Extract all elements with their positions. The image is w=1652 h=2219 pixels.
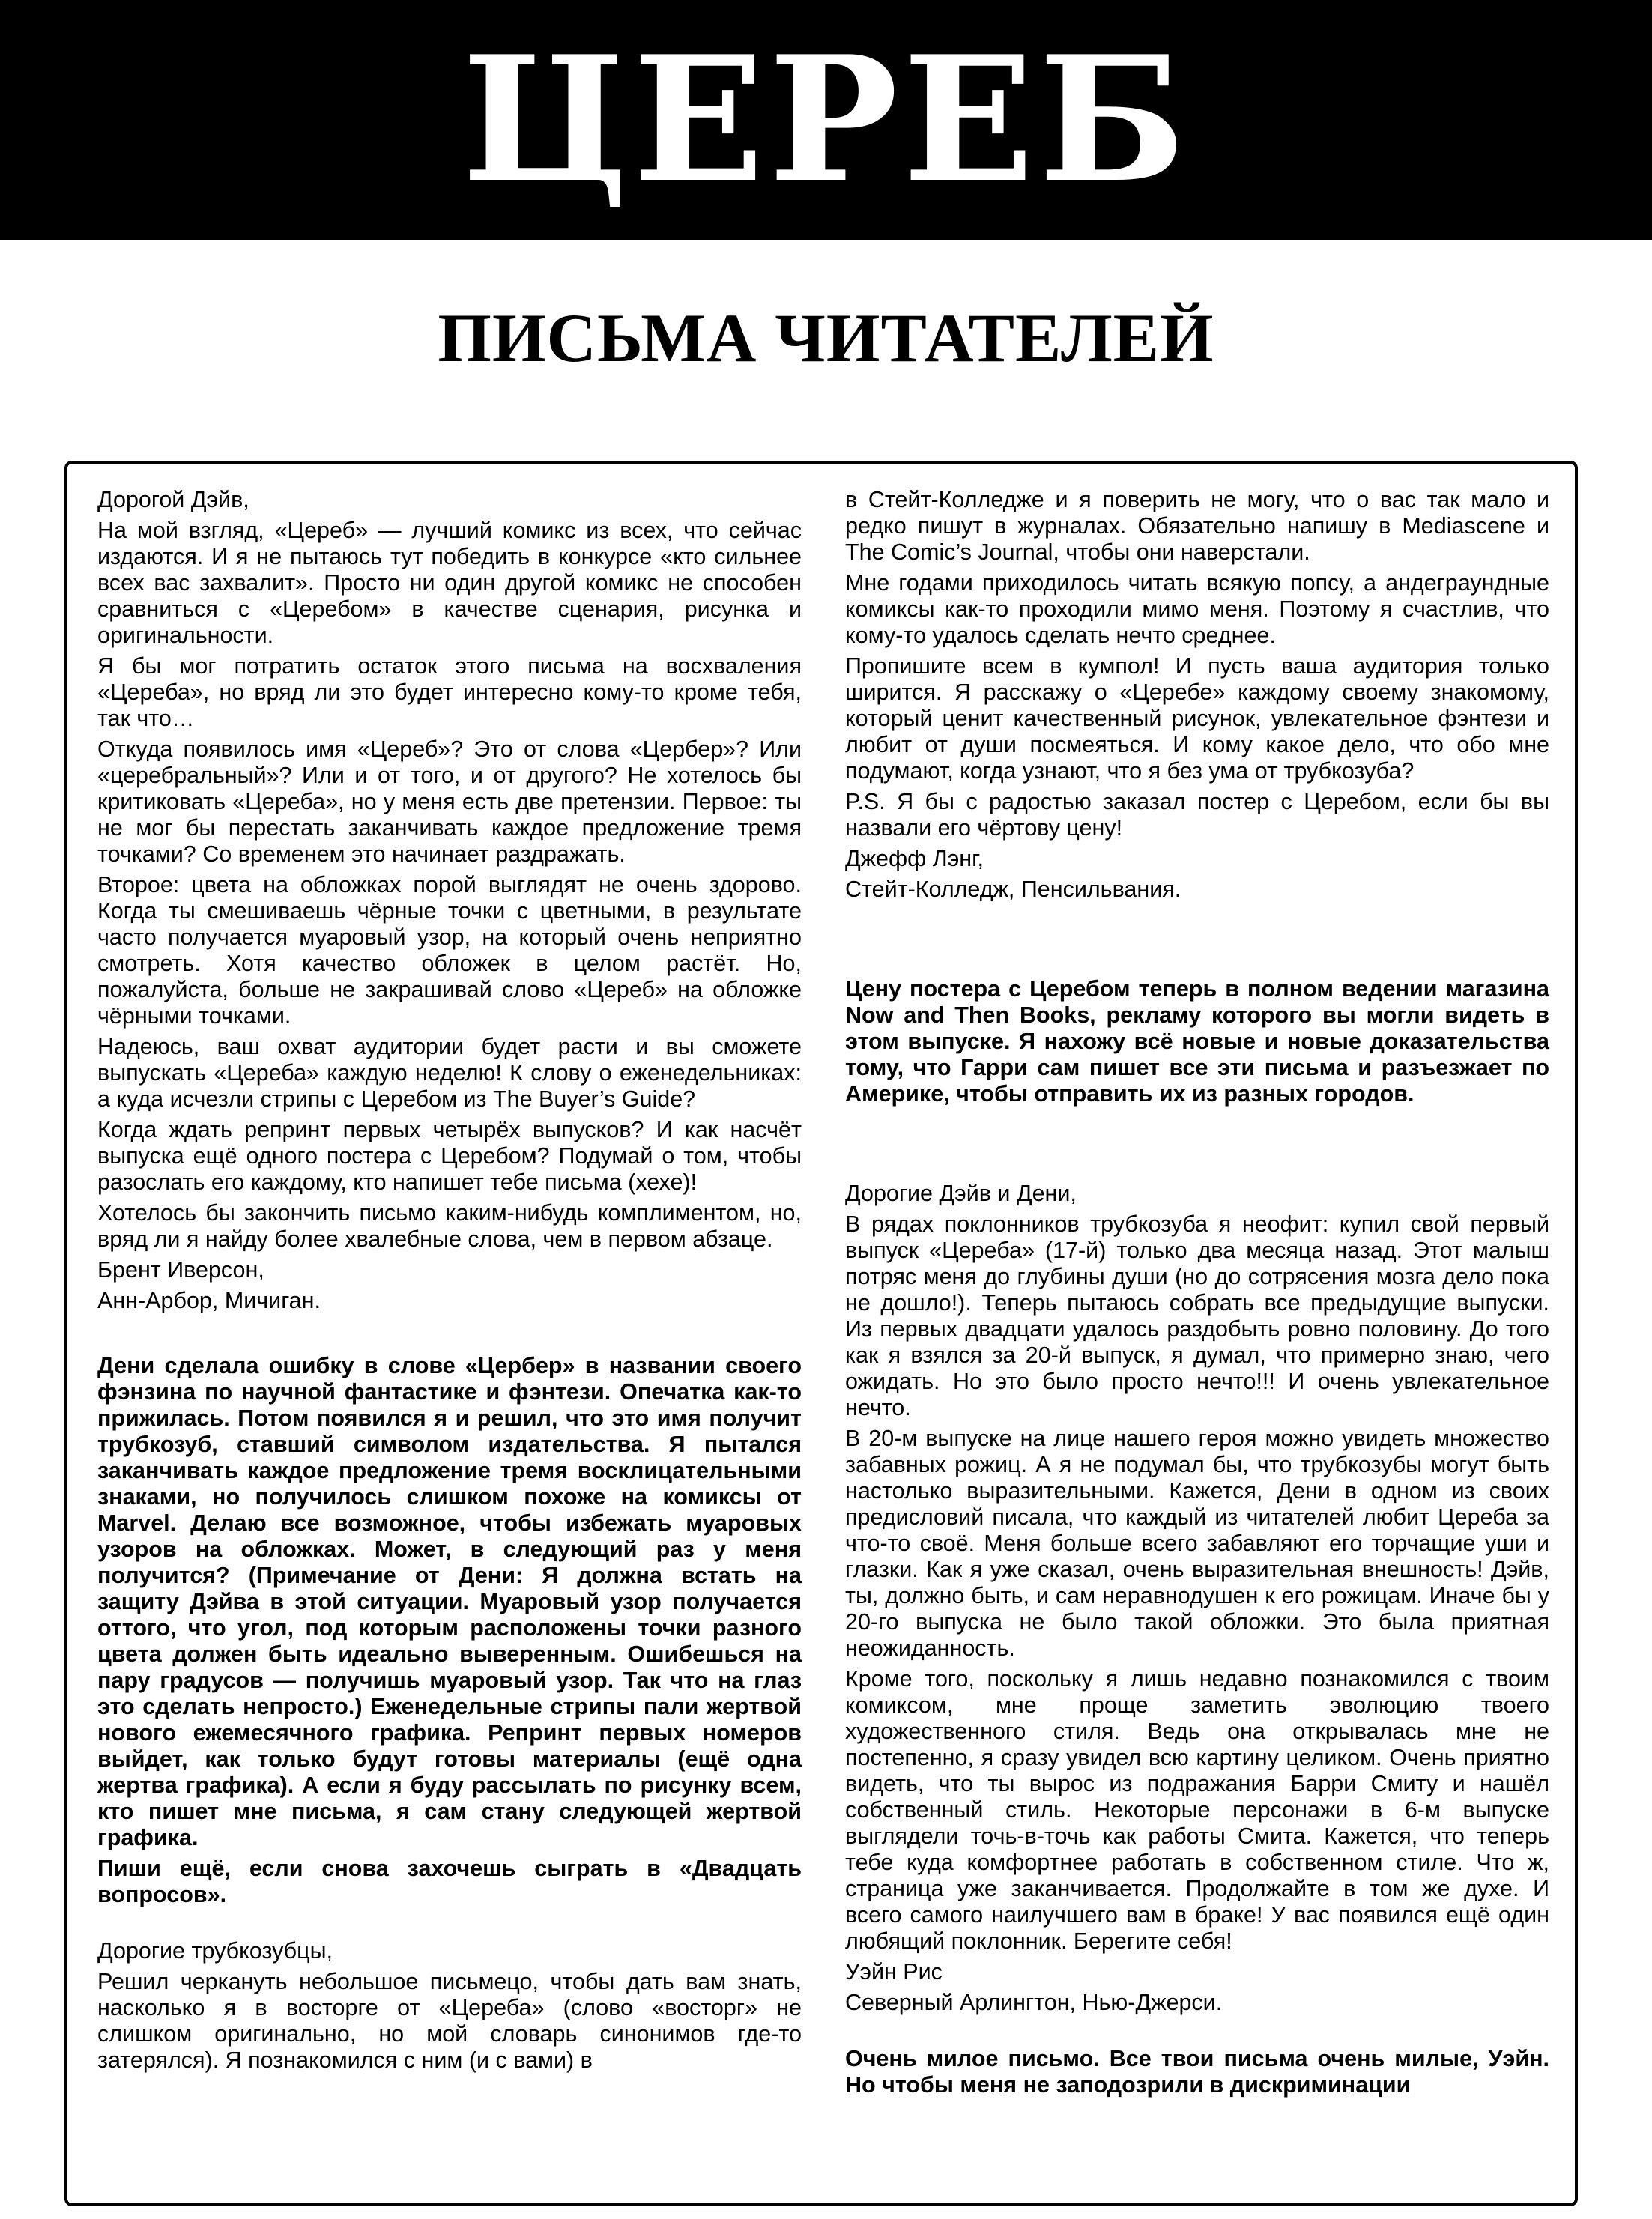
paragraph: Откуда появилось имя «Цереб»? Это от слова «Цербер»? Или «церебральный»? Или и от того, и от другого? Не хотелось бы критиковать «Цереба», но у меня есть две претензии. Первое: ты не мог бы перестать заканчивать каждое предложение тремя точками? Со временем это начинает раздражать. [97, 736, 802, 867]
editor-reply: Очень милое письмо. Все твои письма очень милые, Уэйн. Но чтобы меня не заподозрили в дискриминации [845, 2046, 1549, 2098]
paragraph: Второе: цвета на обложках порой выглядят не очень здорово. Когда ты смешиваешь чёрные точки с цветными, в результате часто получается муаровый узор, на который очень неприятно смотреть. Хотя качество обложек в целом растёт. Но, пожалуйста, больше не закрашивай слово «Цереб» на обложке чёрными точками. [97, 872, 802, 1029]
editor-reply [97, 1353, 802, 1908]
section-title: ПИСЬМА ЧИТАТЕЛЕЙ [438, 300, 1214, 376]
letter-wayne [845, 1181, 1549, 2016]
salutation: Дорогой Дэйв, [97, 487, 249, 512]
signature-place: Анн-Арбор, Мичиган. [97, 1288, 321, 1313]
letter-jeff-continued [845, 487, 1549, 903]
paragraph: Надеюсь, ваш охват аудитории будет расти и вы сможете выпускать «Цереба» каждую неделю! К слову о еженедельниках: а куда исчезли стрипы с Церебом из The Buyer’s Guide? [97, 1034, 802, 1112]
right-column [845, 487, 1549, 2103]
letter-brent [97, 487, 802, 1314]
salutation: Дорогие трубкозубцы, [97, 1938, 333, 1964]
signature-name: Брент Иверсон, [97, 1257, 264, 1283]
signature-place: Стейт-Колледж, Пенсильвания. [845, 877, 1181, 902]
logo: ЦЕРЕБ [462, 19, 1190, 221]
signature-name: Уэйн Рис [845, 1959, 943, 1985]
letter-tubecozubtsy [97, 1938, 802, 2074]
paragraph: в Стейт-Колледже и я поверить не могу, что о вас так мало и редко пишут в журналах. Обязательно напишу в Mediascene и The Comic’s Journal, чтобы они наверстали. [845, 487, 1549, 565]
paragraph: Кроме того, поскольку я лишь недавно познакомился с твоим комиксом, мне проще заметить эволюцию твоего художественного стиля. Ведь она открывалась мне не постепенно, я сразу увидел всю картину целиком. Очень приятно видеть, что ты вырос из подражания Барри Смиту и нашёл собственный стиль. Некоторые персонажи в 6-м выпуске выглядели точь-в-точь как работы Смита. Кажется, что теперь тебе куда комфортнее работать в собственном стиле. Что ж, страница уже заканчивается. Продолжайте в том же духе. И всего самого наилучшего вам в браке! У вас появился ещё один любящий поклонник. Берегите себя! [845, 1666, 1549, 1954]
paragraph: P.S. Я бы с радостью заказал постер с Церебом, если бы вы назвали его чёртову цену! [845, 789, 1549, 841]
paragraph: Хотелось бы закончить письмо каким-нибудь комплиментом, но, вряд ли я найду более хвалебные слова, чем в первом абзаце. [97, 1200, 802, 1252]
masthead-banner [0, 0, 1652, 240]
paragraph: В 20-м выпуске на лице нашего героя можно увидеть множество забавных рожиц. А я не подумал бы, что трубкозубы могут быть настолько выразительными. Кажется, Дени в одном из своих предисловий писала, что каждый из читателей любит Цереба за что-то своё. Меня больше всего забавляют его торчащие уши и глазки. Как я уже сказал, очень выразительная внешность! Дэйв, ты, должно быть, и сам неравнодушен к его рожицам. Иначе бы у 20-го выпуска не было такой обложки. Это была приятная неожиданность. [845, 1426, 1549, 1661]
signature-place: Северный Арлингтон, Нью-Джерси. [845, 1990, 1223, 2015]
reply-paragraph: Дени сделала ошибку в слове «Цербер» в названии своего фэнзина по научной фантастике и фэнтези. Опечатка как-то прижилась. Потом появился я и решил, что это имя получит трубкозуб, ставший символом издательства. Я пытался заканчивать каждое предложение тремя восклицательными знаками, но получилось слишком похоже на комиксы от Marvel. Делаю все возможное, чтобы избежать муаровых узоров на обложках. Может, в следующий раз у меня получится? (Примечание от Дени: Я должна встать на защиту Дэйва в этой ситуации. Муаровый узор получается оттого, что угол, под которым расположены точки разного цвета должен быть идеально выверенным. Ошибешься на пару градусов — получишь муаровый узор. Так что на глаз это сделать непросто.) Еженедельные стрипы пали жертвой нового ежемесячного графика. Репринт первых номеров выйдет, как только будут готовы материалы (ещё одна жертва графика). А если я буду рассылать по рисунку всем, кто пишет мне письма, я сам стану следующей жертвой графика. [97, 1353, 802, 1850]
paragraph: На мой взгляд, «Цереб» — лучший комикс из всех, что сейчас издаются. И я не пытаюсь тут победить в конкурсе «кто сильнее всех вас захвалит». Просто ни один другой комикс не способен сравниться с «Церебом» в качестве сценария, рисунка и оригинальности. [97, 518, 802, 648]
editor-reply: Цену постера с Церебом теперь в полном ведении магазина Now and Then Books, рекламу которого вы могли видеть в этом выпуске. Я нахожу всё новые и новые доказательства тому, что Гарри сам пишет все эти письма и разъезжает по Америке, чтобы отправить их из разных городов. [845, 976, 1549, 1107]
reply-paragraph: Пиши ещё, если снова захочешь сыграть в «Двадцать вопросов». [97, 1856, 802, 1907]
paragraph: Решил черкануть небольшое письмецо, чтобы дать вам знать, насколько я в восторге от «Цереба» (слово «восторг» не слишком оригинально, но мой словарь синонимов где-то затерялся). Я познакомился с ним (и с вами) в [97, 1969, 802, 2073]
signature-name: Джефф Лэнг, [845, 846, 984, 871]
left-column [97, 487, 802, 2078]
paragraph: В рядах поклонников трубкозуба я неофит: купил свой первый выпуск «Цереба» (17-й) только два месяца назад. Этот малыш потряс меня до глубины души (но до сотрясения мозга дело пока не дошло!). Теперь пытаюсь собрать все предыдущие выпуски. Из первых двадцати удалось раздобыть ровно половину. До того как я взялся за 20-й выпуск, я думал, что примерно знаю, чего ожидать. Но это было просто нечто!!! И очень увлекательное нечто. [845, 1211, 1549, 1420]
salutation: Дорогие Дэйв и Дени, [845, 1181, 1077, 1206]
paragraph: Когда ждать репринт первых четырёх выпусков? И как насчёт выпуска ещё одного постера с Церебом? Подумай о том, чтобы разослать его каждому, кто напишет тебе письма (хехе)! [97, 1117, 802, 1195]
paragraph: Пропишите всем в кумпол! И пусть ваша аудитория только ширится. Я расскажу о «Церебе» каждому своему знакомому, который ценит качественный рисунок, увлекательное фэнтези и любит от души посмеяться. И кому какое дело, что обо мне подумают, когда узнают, что я без ума от трубкозуба? [845, 653, 1549, 784]
paragraph: Я бы мог потратить остаток этого письма на восхваления «Цереба», но вряд ли это будет интересно кому-то кроме тебя, так что… [97, 653, 802, 731]
paragraph: Мне годами приходилось читать всякую попсу, а андеграундные комиксы как-то проходили мимо меня. Поэтому я счастлив, что кому-то удалось сделать нечто среднее. [845, 570, 1549, 648]
